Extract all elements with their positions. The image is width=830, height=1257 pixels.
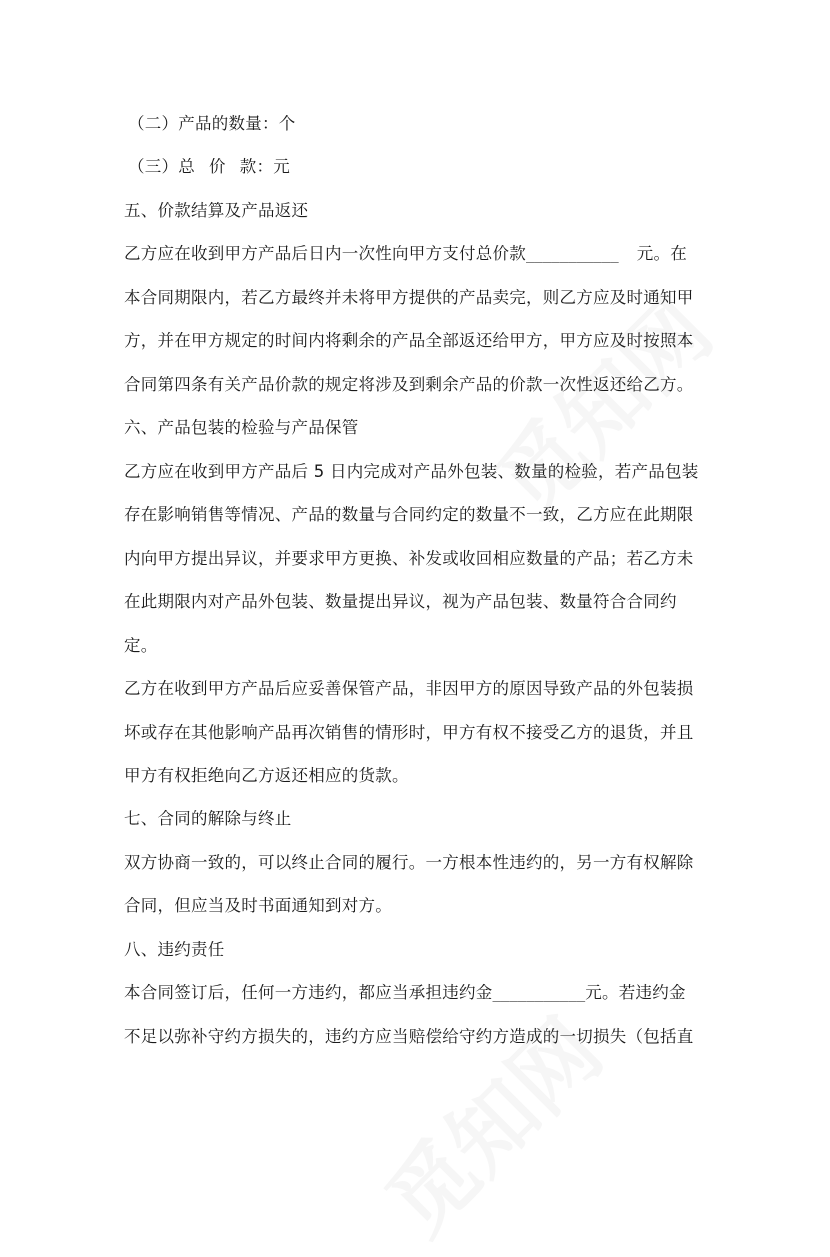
section-heading: 八、违约责任 xyxy=(124,940,225,959)
text-run: 本合同签订后，任何一方违约，都应当承担违约金 xyxy=(124,983,493,1002)
paragraph-line: 本合同期限内，若乙方最终并未将甲方提供的产品卖完，则乙方应及时通知甲 xyxy=(124,288,694,307)
paragraph-line: 乙方在收到甲方产品后应妥善保管产品，非因甲方的原因导致产品的外包装损 xyxy=(124,679,694,698)
item-total-price-part: （三）总 xyxy=(128,157,195,176)
item-total-price-part: 价 xyxy=(209,157,226,176)
section-heading: 六、产品包装的检验与产品保管 xyxy=(124,418,359,437)
section-heading: 七、合同的解除与终止 xyxy=(124,809,292,828)
paragraph-line: 双方协商一致的，可以终止合同的履行。一方根本性违约的，另一方有权解除 xyxy=(124,853,694,872)
blank-line: ___________ xyxy=(492,986,586,1002)
paragraph-line: 存在影响销售等情况、产品的数量与合同约定的数量不一致，乙方应在此期限 xyxy=(124,505,694,524)
paragraph-line: 乙方应在收到甲方产品后 5 日内完成对产品外包装、数量的检验，若产品包装 xyxy=(124,462,699,481)
text-run: 元。在 xyxy=(636,244,687,263)
item-quantity: （二）产品的数量：个 xyxy=(128,114,296,133)
paragraph-line xyxy=(124,242,687,267)
paragraph-line: 方，并在甲方规定的时间内将剩余的产品全部返还给甲方，甲方应及时按照本 xyxy=(124,331,694,350)
paragraph-line: 内向甲方提出异议，并要求甲方更换、补发或收回相应数量的产品；若乙方未 xyxy=(124,549,694,568)
paragraph-line: 不足以弥补守约方损失的，违约方应当赔偿给守约方造成的一切损失（包括直 xyxy=(124,1027,694,1046)
text-run: 乙方应在收到甲方产品后日内一次性向甲方支付总价款 xyxy=(124,244,526,263)
paragraph-line xyxy=(124,981,686,1006)
blank-line: ___________ xyxy=(526,247,619,263)
item-total-price xyxy=(128,155,290,179)
paragraph-line: 在此期限内对产品外包装、数量提出异议，视为产品包装、数量符合合同约 xyxy=(124,592,677,611)
text-run: 元。若违约金 xyxy=(585,983,686,1002)
paragraph-line: 合同，但应当及时书面通知到对方。 xyxy=(124,896,392,915)
paragraph-line: 坏或存在其他影响产品再次销售的情形时，甲方有权不接受乙方的退货，并且 xyxy=(124,723,694,742)
section-heading: 五、价款结算及产品返还 xyxy=(124,201,309,220)
item-total-price-part: 款：元 xyxy=(239,157,290,176)
paragraph-line: 定。 xyxy=(124,636,158,655)
paragraph-line: 甲方有权拒绝向乙方返还相应的货款。 xyxy=(124,766,409,785)
paragraph-line: 合同第四条有关产品价款的规定将涉及到剩余产品的价款一次性返还给乙方。 xyxy=(124,375,694,394)
